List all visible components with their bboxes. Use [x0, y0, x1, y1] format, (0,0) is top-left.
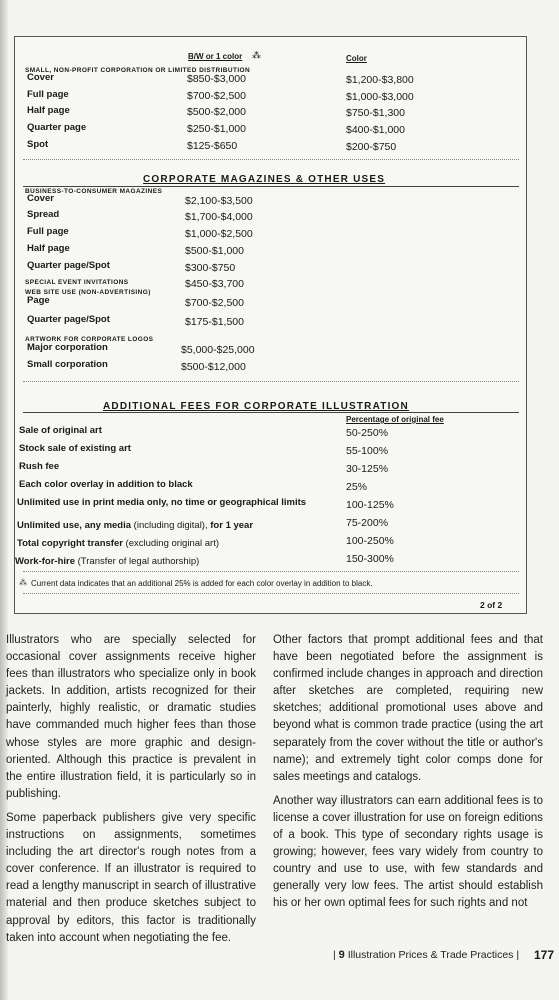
chapter-title: Illustration Prices & Trade Practices: [347, 949, 514, 961]
row-label: Quarter page/Spot: [27, 314, 110, 325]
fee-value: $2,100-$3,500: [185, 195, 253, 207]
percentage-value: 150-300%: [346, 553, 394, 565]
row-label: Small corporation: [27, 359, 108, 370]
row-label: Major corporation: [27, 342, 108, 353]
row-label: Quarter page/Spot: [27, 260, 110, 271]
row-label: Half page: [27, 243, 70, 254]
dotted-divider: [23, 571, 519, 572]
color-value: $750-$1,300: [346, 107, 405, 119]
row-label: Full page: [27, 226, 69, 237]
bw-value: $700-$2,500: [187, 90, 246, 102]
dotted-divider: [23, 593, 519, 594]
section-rule: [23, 412, 519, 413]
body-column-left: [6, 632, 256, 954]
column-header-bw: B/W or 1 color: [188, 52, 243, 61]
row-label: Rush fee: [19, 461, 60, 472]
color-value: $400-$1,000: [346, 124, 405, 136]
bw-value: $500-$2,000: [187, 106, 246, 118]
section-rule: [23, 186, 519, 187]
paragraph: Other factors that prompt additional fees and that have been negotiated before the assignment is confirmed include changes in approach and direction after sketches are completed, requiring new sketches; additional promotional uses above and beyond what is common trade practice (using the art separately from the cover without the title or author's name); and extremely tight color comps done for sales meetings and catalogs.: [273, 634, 543, 783]
body-column-right: [273, 632, 543, 920]
section-title-corporate: CORPORATE MAGAZINES & OTHER USES: [143, 174, 386, 185]
fee-value: $500-$12,000: [181, 361, 246, 373]
color-value: $1,200-$3,800: [346, 74, 414, 86]
page-number: 177: [534, 948, 555, 962]
section-title-additional-fees: ADDITIONAL FEES FOR CORPORATE ILLUSTRATION: [103, 401, 409, 412]
footer-divider: |: [333, 949, 336, 961]
column-header-percentage: Percentage of original fee: [346, 415, 444, 424]
page-of-indicator: 2 of 2: [480, 600, 503, 610]
percentage-value: 50-250%: [346, 427, 389, 439]
chapter-number: 9: [338, 949, 345, 961]
fee-value: $1,000-$2,500: [185, 228, 253, 240]
row-label: Spot: [27, 139, 49, 150]
fee-value: $300-$750: [185, 262, 236, 274]
row-label-note: (Transfer of legal authorship): [75, 556, 200, 567]
color-value: $200-$750: [346, 141, 397, 153]
section-heading-b2c: BUSINESS-TO-CONSUMER MAGAZINES: [25, 188, 163, 195]
row-label-main: Unlimited use, any media: [17, 520, 132, 531]
bw-value: $125-$650: [187, 140, 238, 152]
special-event-label: SPECIAL EVENT INVITATIONS: [25, 279, 129, 286]
percentage-value: 75-200%: [346, 517, 389, 529]
row-label-suffix: for 1 year: [210, 520, 254, 531]
row-label: [17, 515, 253, 533]
bw-value: $850-$3,000: [187, 73, 246, 85]
row-label: Unlimited use in print media only, no time or geographical limits: [17, 497, 307, 508]
fee-value: $175-$1,500: [185, 316, 244, 328]
row-label: [17, 533, 219, 551]
fee-value: $450-$3,700: [185, 278, 244, 290]
percentage-value: 100-125%: [346, 499, 394, 511]
row-label-note: (excluding original art): [122, 538, 220, 549]
percentage-value: 55-100%: [346, 445, 389, 457]
row-label-note: (including digital),: [131, 520, 211, 531]
dotted-divider: [23, 159, 519, 160]
row-label: Stock sale of existing art: [19, 443, 131, 454]
percentage-value: 100-250%: [346, 535, 394, 547]
percentage-value: 30-125%: [346, 463, 389, 475]
row-label: [15, 551, 199, 569]
section-heading-small-nonprofit: SMALL, NON-PROFIT CORPORATION OR LIMITED DISTRIBUTION: [25, 67, 251, 74]
bw-value: $250-$1,000: [187, 123, 246, 135]
row-label: Spread: [27, 209, 60, 220]
paragraph: Another way illustrators can earn additional fees is to license a cover illustration for use on foreign editions of a book. This type of secondary rights usage is growing; however, fees vary widely from country to country and use to use, with few standards and generally very low fees. The artist should establish his or her own optimal fees for such rights and not: [273, 794, 543, 910]
fee-value: $1,700-$4,000: [185, 211, 253, 223]
column-header-color: Color: [346, 54, 367, 63]
color-overlay-icon: ⁂: [252, 50, 261, 60]
row-label: Cover: [27, 72, 54, 83]
paragraph: Some paperback publishers give very specific instructions on assignments, sometimes including the art director's rough notes from a cover conference. If an illustrator is required to read a lengthy manuscript in search of illustrative material and then produce sketches subject to approval by editors, this factor is traditionally taken into account when negotiating the fee.: [6, 811, 256, 944]
section-heading-website: WEB SITE USE (NON-ADVERTISING): [25, 289, 151, 296]
row-label: Quarter page: [27, 122, 87, 133]
running-footer: [333, 949, 519, 961]
row-label: Full page: [27, 89, 69, 100]
row-label-main: Total copyright transfer: [17, 538, 123, 549]
footer-divider: |: [516, 949, 520, 961]
fee-value: $700-$2,500: [185, 297, 244, 309]
footnote-icon: ⁂: [19, 578, 27, 587]
fee-value: $500-$1,000: [185, 245, 244, 257]
percentage-value: 25%: [346, 481, 368, 493]
paragraph: Illustrators who are specially selected for occasional cover assignments receive higher fees than illustrators who specialize only in book jackets. In addition, artists recognized for their painterly, highly realistic, or dramatic studies have commanded much higher fees than those whose styles are more graphic and design-oriented. Although this practice is prevalent in the entire illustration field, it is particularly so in publishing.: [6, 634, 256, 800]
footnote-text: Current data indicates that an additional 25% is added for each color overlay in addition to black.: [31, 579, 373, 588]
dotted-divider: [23, 381, 519, 382]
row-label: Half page: [27, 105, 70, 116]
section-heading-logos: ARTWORK FOR CORPORATE LOGOS: [25, 336, 154, 343]
fee-value: $5,000-$25,000: [181, 344, 255, 356]
color-value: $1,000-$3,000: [346, 91, 414, 103]
row-label: Sale of original art: [19, 425, 102, 436]
row-label-main: Work-for-hire: [15, 556, 75, 567]
row-label: Each color overlay in addition to black: [19, 479, 193, 490]
row-label: Cover: [27, 193, 54, 204]
pricing-table: [14, 36, 527, 614]
row-label: Page: [27, 295, 50, 306]
